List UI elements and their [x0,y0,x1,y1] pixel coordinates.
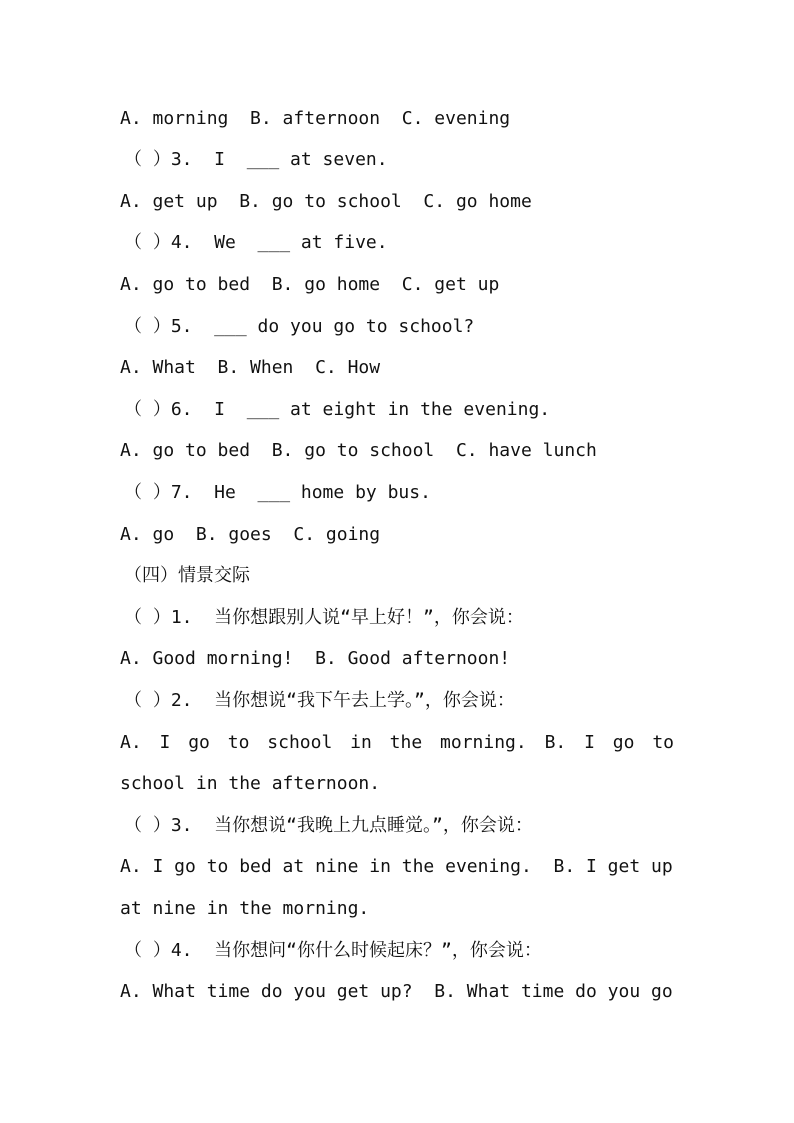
option-line: A. What B. When C. How [120,357,381,378]
option-line: A. What time do you get up? B. What time do you go [120,981,673,1002]
option-line: A. I go to bed at nine in the evening. B. I get up [120,856,673,877]
option-line: A. I go to school in the morning. B. I go to [120,732,674,753]
question-line: （ ）4. 当你想问“你什么时候起床？”，你会说： [124,940,542,961]
option-line: A. morning B. afternoon C. evening [120,108,511,129]
question-line: （ ）4. We ___ at five. [124,232,388,253]
section-heading: （四）情景交际 [124,565,250,586]
option-line-continued: at nine in the morning. [120,898,370,919]
question-line: （ ）3. 当你想说“我晚上九点睡觉。”，你会说： [124,815,533,836]
question-line: （ ）6. I ___ at eight in the evening. [124,399,551,420]
option-line: A. go to bed B. go to school C. have lunch [120,440,597,461]
question-line: （ ）5. ___ do you go to school? [124,316,475,337]
question-line: （ ）3. I ___ at seven. [124,149,388,170]
question-line: （ ）1. 当你想跟别人说“早上好！”，你会说： [124,607,524,628]
option-line: A. go B. goes C. going [120,524,381,545]
option-line: A. go to bed B. go home C. get up [120,274,500,295]
question-line: （ ）7. He ___ home by bus. [124,482,431,503]
option-line: A. get up B. go to school C. go home [120,191,532,212]
option-line-continued: school in the afternoon. [120,773,381,794]
question-line: （ ）2. 当你想说“我下午去上学。”，你会说： [124,690,515,711]
option-line: A. Good morning! B. Good afternoon! [120,648,511,669]
